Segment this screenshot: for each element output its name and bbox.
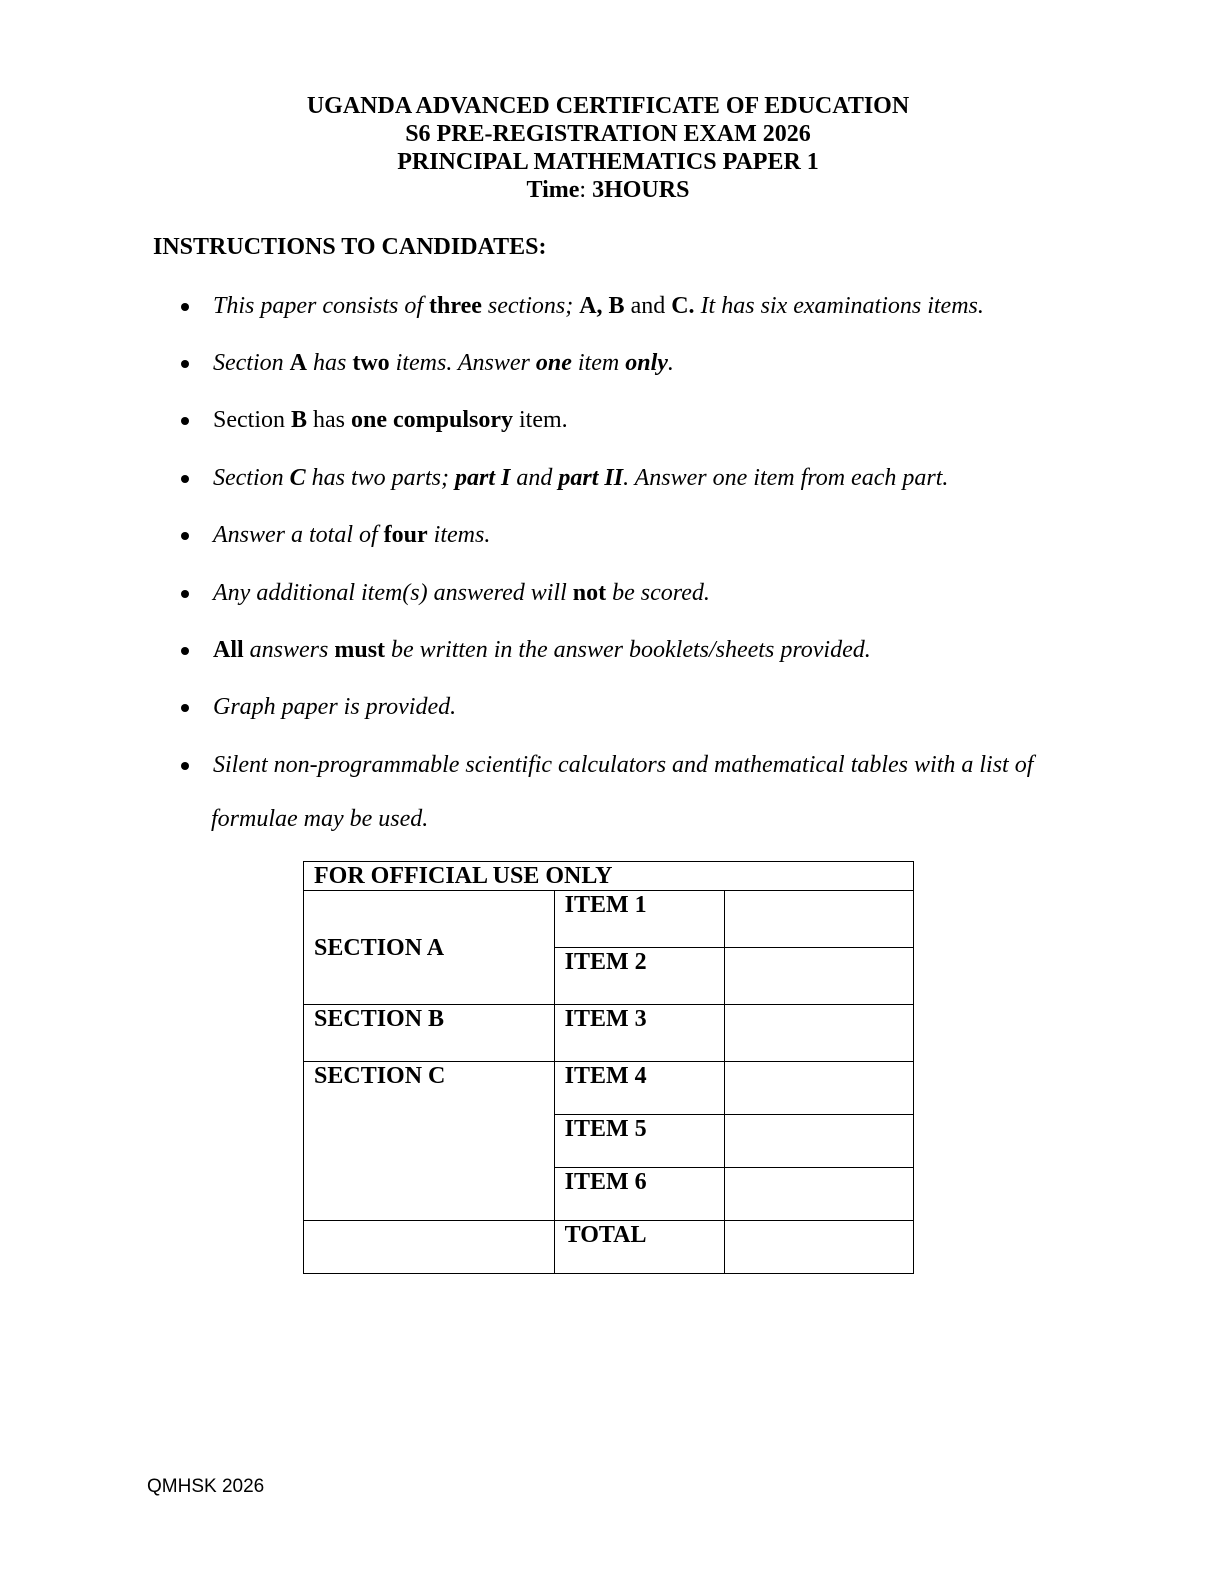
- bullet-icon: [176, 636, 213, 664]
- item-4-label: ITEM 4: [554, 1062, 725, 1115]
- total-label: TOTAL: [554, 1221, 725, 1274]
- instruction-item: Section A has two items. Answer one item only.: [176, 349, 674, 377]
- exam-board-title: UGANDA ADVANCED CERTIFICATE OF EDUCATION: [306, 93, 910, 119]
- bullet-icon: [176, 579, 213, 607]
- bullet-icon: [176, 349, 213, 377]
- bullet-icon: [176, 693, 213, 721]
- exam-name: S6 PRE-REGISTRATION EXAM 2026: [405, 121, 811, 147]
- instruction-item: Section B has one compulsory item.: [176, 406, 568, 434]
- item-2-score-cell[interactable]: [725, 948, 914, 1005]
- instruction-item: Silent non-programmable scientific calculators and mathematical tables with a list of: [176, 751, 1033, 779]
- section-b-label: SECTION B: [304, 1005, 555, 1062]
- instruction-item: Graph paper is provided.: [176, 693, 456, 721]
- exam-time: [0, 176, 1216, 204]
- time-separator: :: [579, 177, 587, 203]
- item-6-label: ITEM 6: [554, 1168, 725, 1221]
- item-6-score-cell[interactable]: [725, 1168, 914, 1221]
- item-5-score-cell[interactable]: [725, 1115, 914, 1168]
- item-4-score-cell[interactable]: [725, 1062, 914, 1115]
- item-3-score-cell[interactable]: [725, 1005, 914, 1062]
- total-blank-cell: [304, 1221, 555, 1274]
- time-label: Time: [526, 177, 580, 203]
- time-value: 3HOURS: [592, 177, 690, 203]
- item-5-label: ITEM 5: [554, 1115, 725, 1168]
- bullet-icon: [176, 521, 213, 549]
- section-a-label: SECTION A: [304, 891, 555, 1005]
- item-1-label: ITEM 1: [554, 891, 725, 948]
- instruction-item: All answers must be written in the answer booklets/sheets provided.: [176, 636, 871, 664]
- bullet-icon: [176, 464, 213, 492]
- official-use-title: FOR OFFICIAL USE ONLY: [304, 862, 914, 891]
- section-c-label: SECTION C: [304, 1062, 555, 1221]
- paper-title: PRINCIPAL MATHEMATICS PAPER 1: [397, 149, 819, 175]
- instruction-item: Answer a total of four items.: [176, 521, 490, 549]
- exam-header: [0, 92, 1216, 204]
- bullet-icon: [176, 751, 213, 779]
- bullet-icon: [176, 292, 213, 320]
- item-2-label: ITEM 2: [554, 948, 725, 1005]
- instruction-item: Any additional item(s) answered will not be scored.: [176, 579, 710, 607]
- official-use-table: [303, 861, 914, 1274]
- bullet-icon: [176, 406, 213, 434]
- total-score-cell[interactable]: [725, 1221, 914, 1274]
- instruction-item-continuation: formulae may be used.: [211, 806, 429, 832]
- instructions-heading: INSTRUCTIONS TO CANDIDATES:: [153, 234, 547, 260]
- instruction-item: This paper consists of three sections; A, B and C. It has six examinations items.: [176, 292, 984, 320]
- instruction-item: Section C has two parts; part I and part II. Answer one item from each part.: [176, 464, 948, 492]
- item-3-label: ITEM 3: [554, 1005, 725, 1062]
- footer-code: QMHSK 2026: [147, 1476, 265, 1497]
- item-1-score-cell[interactable]: [725, 891, 914, 948]
